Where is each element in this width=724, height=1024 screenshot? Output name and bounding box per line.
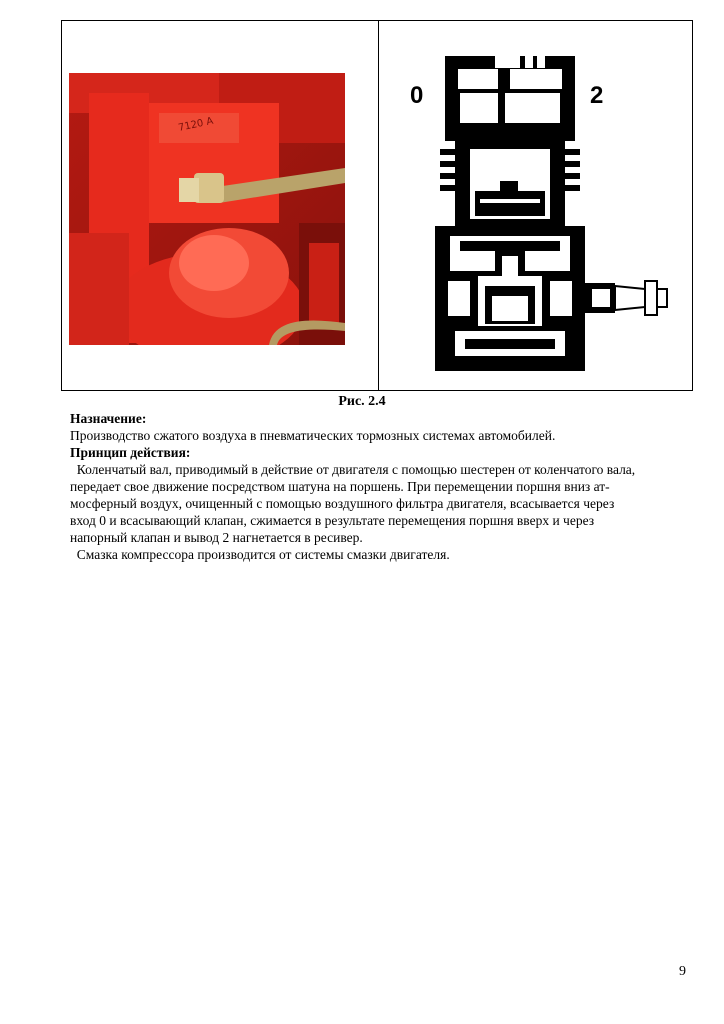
compressor-photo bbox=[69, 73, 345, 345]
principle-line: мосферный воздух, очищенный с помощью воздушного фильтра двигателя, всасывается через bbox=[70, 496, 615, 511]
purpose-text: Производство сжатого воздуха в пневматических тормозных системах автомобилей. bbox=[70, 428, 556, 443]
principle-line: передает свое движение посредством шатуна на поршень. При перемещении поршня вниз ат- bbox=[70, 479, 610, 494]
compressor-cross-section-diagram bbox=[400, 31, 685, 376]
page-number: 9 bbox=[679, 964, 686, 979]
inlet-label: 0 bbox=[410, 82, 424, 109]
figure-frame bbox=[61, 20, 693, 391]
lubrication-text: Смазка компрессора производится от системы смазки двигателя. bbox=[70, 547, 450, 562]
principle-line: напорный клапан и вывод 2 нагнетается в ресивер. bbox=[70, 530, 363, 545]
principle-heading: Принцип действия: bbox=[70, 445, 191, 460]
figure-divider bbox=[378, 21, 379, 390]
principle-line: Коленчатый вал, приводимый в действие от двигателя с помощью шестерен от коленчатого вала, bbox=[70, 462, 636, 477]
figure-caption: Рис. 2.4 bbox=[338, 394, 386, 409]
principle-line: вход 0 и всасывающий клапан, сжимается в результате перемещения поршня вверх и через bbox=[70, 513, 595, 528]
purpose-heading: Назначение: bbox=[70, 411, 147, 426]
outlet-label: 2 bbox=[590, 82, 604, 109]
photo-stamp: 7120 A bbox=[177, 115, 215, 134]
